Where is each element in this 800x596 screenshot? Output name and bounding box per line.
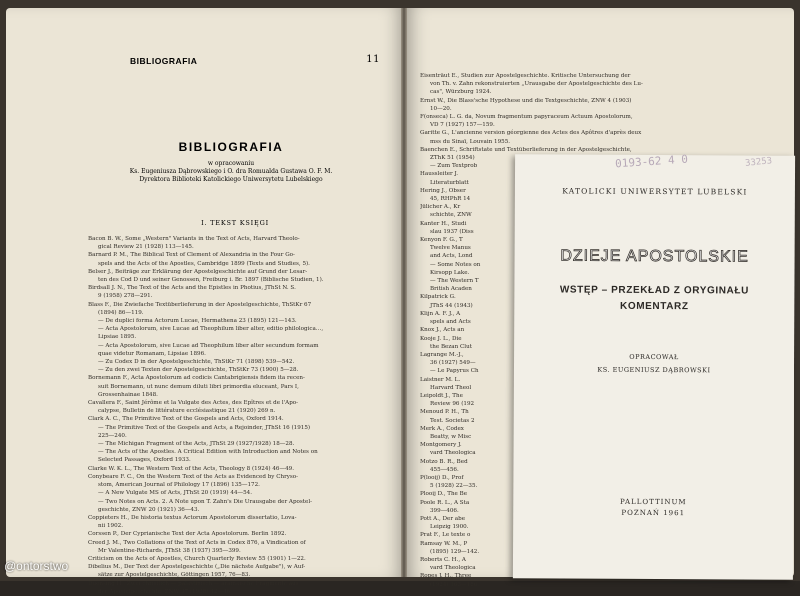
bibliography-entry: Harvard Theol bbox=[430, 384, 472, 391]
bibliography-entry: and Acts, Lond bbox=[430, 253, 473, 260]
bibliography-entry: Belser J., Beiträge zur Erklärung der Apostelgeschichte auf Grund der Lesar- bbox=[88, 268, 308, 275]
bibliography-entry: Birdsall J. N., The Text of the Acts and the Epistles in Photius, JThSt N. S. bbox=[88, 285, 296, 292]
bibliography-entry: Duensing H., Zwei christlich — palästinisch — aramäische Fragmente aus bbox=[88, 580, 299, 587]
bibliography-entry: Dibelius M., Der Text der Apostelgeschichte („Die nächste Aufgabe"), w Auf- bbox=[88, 564, 306, 571]
bibliography-entry: Kenyon F. G., T bbox=[420, 237, 463, 244]
bibliography-entry: geschichte, ZNW 20 (1921) 36—43. bbox=[98, 506, 200, 513]
bibliography-entry: Bornemann F., Acta Apostolorum ad codicis Cantabrigiensis fidem ita recen- bbox=[88, 375, 305, 382]
bibliography-entry: stom, American Journal of Philology 17 (1896) 135—172. bbox=[98, 482, 260, 489]
book-gutter bbox=[401, 8, 407, 577]
bibliography-entry: Ernst W., Die Blass'sche Hypothese und die Textgeschichte, ZNW 4 (1903) bbox=[420, 97, 632, 104]
bibliography-entry: 10—20. bbox=[430, 105, 452, 112]
bibliography-entry: spels and the Acts of the Apostles, Cambridge 1899 (Texts and Studies, 5). bbox=[98, 260, 310, 267]
bibliography-heading-block bbox=[76, 140, 386, 184]
bibliography-entry: Haussleiter J. bbox=[420, 171, 459, 178]
bibliography-entry: — Acta Apostolorum, sive Lucae ad Theophilum liber alter, editio philologica…, bbox=[98, 326, 324, 333]
bibliography-entry: calypse, Bulletin de littérature ecclésiastique 21 (1920) 269 n. bbox=[98, 408, 276, 415]
bibliography-entry: nii 1902. bbox=[98, 523, 123, 530]
place-year: POZNAŃ 1961 bbox=[621, 508, 686, 518]
subtitle-line: Ks. Eugeniusza Dąbrowskiego i O. dra Romualda Gustawa O. F. M. bbox=[129, 168, 333, 175]
bibliography-entry: 9 (1958) 278—291. bbox=[98, 293, 153, 300]
bibliography-entry: 45, RHPhR 14 bbox=[430, 196, 471, 203]
bibliography-entry: Pott A., Der abe bbox=[420, 515, 466, 522]
bibliography-entry: von Th. v. Zahn rekonstruierten „Urausgabe der Apostelgeschichte des Lu- bbox=[430, 81, 643, 88]
bibliography-entry: suit Bornemann, ut nunc demum diluti libri primordia eluceant, Pars I, bbox=[98, 383, 299, 390]
bibliography-entry: F(onseca) L. G. da, Novum fragmentum papyraceum Actuum Apostolorum, bbox=[420, 114, 633, 121]
subtitle-line: KOMENTARZ bbox=[620, 300, 689, 313]
bibliography-entry: Grossenhainae 1848. bbox=[98, 391, 158, 398]
left-bibliography-list bbox=[88, 235, 400, 596]
bibliography-entry: P(looij) D., Prof bbox=[420, 474, 464, 481]
bibliography-entry: Creed J. M., Two Collations of the Text of Acts in Codex 876, a Vindication of bbox=[88, 539, 306, 546]
bibliography-entry: spels and Acts bbox=[430, 319, 471, 326]
bibliography-entry: Plooij D., The Be bbox=[420, 491, 468, 498]
bibliography-entry: — Zum Textprob bbox=[430, 163, 478, 170]
bibliography-entry: Knox J., Acts an bbox=[420, 327, 465, 334]
bibliography-entry: Beatty, w Misc bbox=[430, 433, 472, 440]
running-head-title: BIBLIOGRAFIA bbox=[130, 56, 198, 66]
bibliography-entry: JThS 44 (1943) bbox=[430, 302, 473, 309]
bibliography-entry: Selected Passages, Oxford 1933. bbox=[98, 457, 191, 464]
bibliography-entry: Clarke W. K. L., The Western Text of the Acts, Theology 8 (1924) 46—49. bbox=[88, 465, 294, 472]
bibliography-entry: Twelve Manus bbox=[430, 245, 471, 252]
bibliography-entry: Blass F., Die Zwiefache Textüberlieferung in der Apostelgeschichte, ThStKr 67 bbox=[88, 301, 312, 308]
bibliography-entry: Literaturblatt bbox=[430, 179, 469, 186]
bibliography-entry: Ropes J. H., Three bbox=[420, 573, 472, 580]
section-heading: I. TEKST KSIĘGI bbox=[201, 219, 269, 227]
book-title: DZIEJE APOSTOLSKIE bbox=[560, 247, 749, 266]
bibliography-entry: Hering J., Obser bbox=[420, 187, 466, 194]
bibliography-entry: (1894) 86—119. bbox=[98, 309, 144, 316]
bibliography-entry: slau 1937 (Diss bbox=[430, 228, 474, 235]
bibliography-entry: Leipoldt J., The bbox=[420, 392, 463, 399]
bibliography-entry: Merk A., Codex bbox=[420, 425, 464, 432]
bibliography-entry: schichte, ZNW bbox=[430, 212, 472, 219]
bibliography-entry: der Apostelgeschichte, ZNW 37 (1938) 42—46. bbox=[98, 588, 232, 595]
bibliography-entry: the Bezan Clut bbox=[430, 343, 472, 350]
bibliography-entry: Lipsiae 1895. bbox=[98, 334, 137, 341]
bibliography-title: BIBLIOGRAFIA bbox=[178, 140, 284, 154]
bibliography-entry: vard Theologica bbox=[430, 565, 476, 572]
bibliography-entry: Corssen P., Der Cyprianische Text der Acta Apostolorum. Berlin 1892. bbox=[88, 531, 287, 538]
bibliography-entry: Bacon B. W., Some „Western" Variants in the Text of Acts, Harvard Theolo- bbox=[88, 236, 300, 242]
bibliography-entry: sätze zur Apostelgeschichte, Göttingen 1957, 76—83. bbox=[98, 572, 251, 579]
bibliography-entry: Test. Societas 2 bbox=[430, 417, 475, 424]
bibliography-entry: Mr Valentine-Richards, JThSt 38 (1937) 395—399. bbox=[98, 547, 241, 554]
bibliography-entry: 36 (1927) 549— bbox=[430, 360, 476, 367]
bibliography-entry: Kilpatrick G. bbox=[420, 294, 456, 301]
bibliography-entry: — The Michigan Fragment of the Acts, JThSt 29 (1927/1928) 18—28. bbox=[98, 441, 295, 448]
watermark: @ontorstwo bbox=[4, 559, 69, 573]
bibliography-entry: (1924) 163—186. bbox=[430, 581, 480, 588]
bibliography-entry: Roberts C. H., A bbox=[420, 556, 466, 563]
bibliography-entry: — Le Papyrus Ch bbox=[430, 368, 479, 375]
subtitle-line: WSTĘP – PRZEKŁAD Z ORYGINAŁU bbox=[559, 284, 749, 297]
bibliography-entry: Klijn A. F. J., A bbox=[420, 310, 461, 317]
bibliography-entry: Poole R. L., A Sta bbox=[420, 499, 470, 506]
book-subtitle bbox=[534, 282, 774, 315]
bibliography-entry: British Acaden bbox=[430, 286, 472, 293]
bibliography-entry: Conybeare F. C., On the Western Text of the Acts as Evidenced by Chryso- bbox=[88, 473, 299, 480]
page-number: 11 bbox=[366, 54, 380, 65]
bibliography-entry: — Two Notes on Acts. 2. A Note upon T. Zahn's Die Urausgabe der Apostel- bbox=[98, 498, 313, 505]
bibliography-entry: — Acta Apostolorum, sive Lucae ad Theophilum liber alter secundum formam bbox=[98, 342, 319, 349]
bibliography-entry: Leipzig 1900. bbox=[430, 524, 469, 531]
bibliography-entry: 5 (1928) 22—35. bbox=[430, 483, 478, 490]
bibliography-entry: ZThK 51 (1954) bbox=[430, 155, 475, 162]
bibliography-entry: — The Western T bbox=[430, 278, 479, 285]
editor-name: KS. EUGENIUSZ DĄBROWSKI bbox=[597, 365, 711, 375]
bibliography-subtitle bbox=[76, 160, 386, 184]
bibliography-entry: Kanter H., Studi bbox=[420, 220, 467, 227]
bibliography-entry: Montgomery J. bbox=[420, 442, 462, 449]
publisher-block bbox=[513, 496, 793, 519]
library-stamp-number: 33253 bbox=[744, 156, 773, 169]
bibliography-entry: Lagrange M.-J., bbox=[420, 351, 464, 358]
bibliography-entry: Cavallera F., Saint Jérôme et la Vulgate des Actes, des Epîtres et de l'Apo- bbox=[88, 400, 299, 407]
bibliography-entry: quae videtur Romanam, Lipsiae 1896. bbox=[98, 350, 206, 357]
bibliography-entry: mss du Sinaï, Louvain 1955. bbox=[430, 138, 511, 145]
bibliography-entry: Jülicher A., Kr bbox=[420, 204, 461, 211]
bibliography-entry: — The Primitive Text of the Gospels and Acts, a Rejoinder, JThSt 16 (1915) bbox=[98, 424, 311, 431]
bibliography-entry: Menoud P. H., Th bbox=[420, 409, 469, 416]
bibliography-entry: vard Theologica bbox=[430, 450, 476, 457]
bibliography-entry: Review 96 (192 bbox=[430, 401, 475, 408]
bibliography-entry: Prat F., Le texte o bbox=[420, 532, 471, 539]
bibliography-entry: — Zu den zwei Texten der Apostelgeschichte, ThStKr 73 (1900) 5—28. bbox=[98, 367, 299, 374]
bibliography-entry: — Zu Codex D in der Apostelgeschichte, ThStKr 71 (1898) 539—542. bbox=[98, 359, 295, 366]
bibliography-entry: ten des Cod D und seiner Genossen, Freiburg i. Br. 1897 (Biblische Studien, 1). bbox=[98, 277, 324, 284]
publisher-name: PALLOTTINUM bbox=[619, 497, 687, 507]
university-name: KATOLICKI UNIWERSYTET LUBELSKI bbox=[562, 186, 748, 197]
bibliography-entry: Garitte G., L'ancienne version géorgienne des Actes des Apôtres d'après deux bbox=[420, 130, 642, 137]
bibliography-entry: (1895) 129—142. bbox=[430, 548, 480, 555]
bibliography-entry: — A New Vulgate MS of Acts, JThSt 20 (1919) 44—54. bbox=[98, 490, 253, 497]
bibliography-entry: — De duplici forma Actorum Lucae, Hermathena 23 (1895) 121—143. bbox=[98, 318, 297, 325]
bibliography-entry: VD 7 (1927) 157—159. bbox=[430, 122, 495, 129]
bibliography-entry: Coppieters H., De historia textus Actorum Apostolorum dissertatio, Lova- bbox=[88, 514, 297, 521]
bibliography-entry: 399—406. bbox=[430, 507, 459, 514]
bibliography-entry: Ramsay W. M., P bbox=[420, 540, 468, 547]
subtitle-line: w opracowaniu bbox=[207, 160, 255, 167]
library-stamp: 0193-62 4 0 bbox=[614, 152, 689, 171]
editor-label: OPRACOWAŁ bbox=[629, 352, 679, 362]
bibliography-entry: Baenchen E., Schriftstate und Textüberlieferung in der Apostelgeschichte, bbox=[420, 146, 632, 153]
subtitle-line: Dyrektora Biblioteki Katolickiego Uniwersytetu Lubelskiego bbox=[139, 176, 323, 183]
bibliography-entry: cas", Würzburg 1924. bbox=[430, 89, 492, 96]
bibliography-entry: Clark A. C., The Primitive Text of the Gospels and Acts, Oxford 1914. bbox=[88, 416, 284, 423]
bibliography-entry: gical Review 21 (1928) 113—145. bbox=[98, 244, 194, 251]
bibliography-entry: — The Acts of the Apostles. A Critical Edition with Introduction and Notes on bbox=[98, 449, 318, 456]
title-page-card bbox=[513, 154, 795, 579]
bibliography-entry: Eisenträut E., Studien zur Apostelgeschichte. Kritische Untersuchung der bbox=[420, 73, 631, 79]
bibliography-entry: Laistner M. L. bbox=[420, 376, 461, 383]
bibliography-entry: 225—240. bbox=[98, 432, 127, 439]
bibliography-entry: Kooje J. L., Die bbox=[420, 335, 462, 342]
bibliography-entry: Kirsopp Lake. bbox=[430, 269, 470, 276]
bibliography-entry: — Some Notes on bbox=[430, 261, 481, 268]
bibliography-entry: 455—456. bbox=[430, 466, 459, 473]
bibliography-entry: Motzo B. R., Bed bbox=[420, 458, 468, 465]
bibliography-entry: Criticism on the Acts of Apostles, Church Quarterly Review 55 (1901) 1—22. bbox=[88, 555, 306, 562]
bibliography-entry: Barnard P. M., The Biblical Text of Clement of Alexandria in the Four Go- bbox=[88, 252, 295, 259]
